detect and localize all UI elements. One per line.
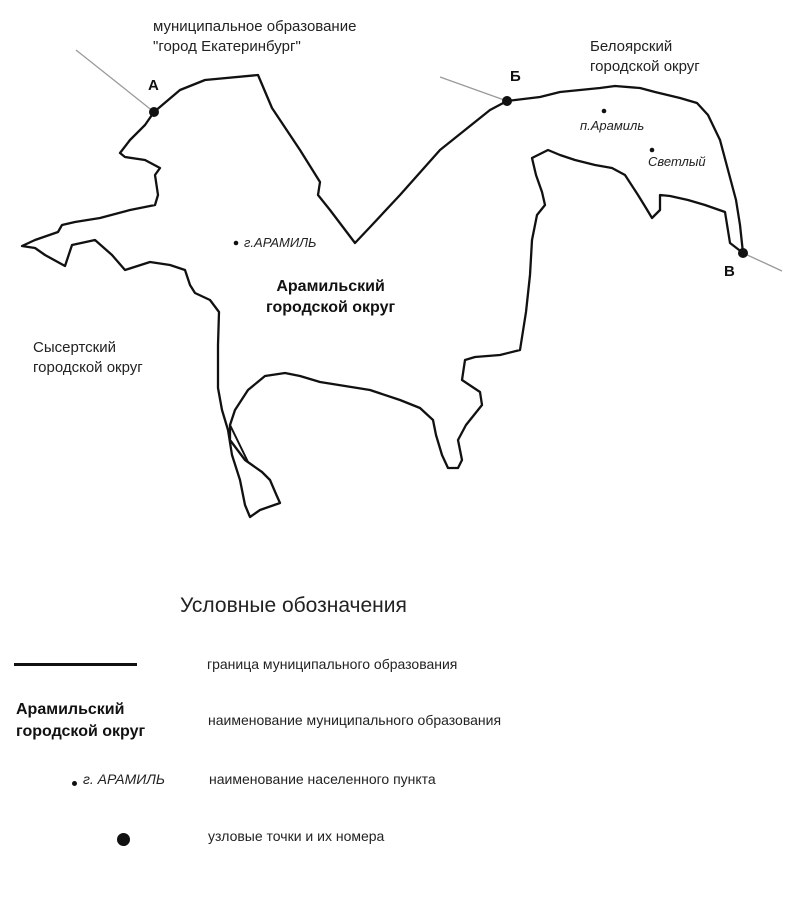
legend-title: Условные обозначения: [180, 594, 407, 617]
legend-town-desc: наименование населенного пункта: [209, 771, 436, 787]
node-v-label: В: [724, 263, 735, 280]
neighbor-label-sysert: Сысертский городской округ: [33, 339, 143, 376]
district-label-aramil: Арамильский городской округ: [266, 278, 396, 316]
town-label-svetly: Светлый: [648, 154, 706, 169]
extension-line-v: [743, 253, 782, 271]
legend-boundary-desc: граница муниципального образования: [207, 656, 458, 672]
node-a-marker[interactable]: [149, 107, 159, 117]
extension-line-b: [440, 77, 507, 101]
extension-line-a: [76, 50, 154, 112]
town-label-aramil-settlement: п.Арамиль: [580, 118, 645, 133]
legend-name-sample: Арамильский городской округ: [16, 701, 146, 740]
node-b-marker[interactable]: [502, 96, 512, 106]
node-v-marker[interactable]: [738, 248, 748, 258]
legend-boundary-sample: [14, 663, 137, 666]
town-dot-aramil-city: [234, 241, 239, 246]
town-dot-aramil-settlement: [602, 109, 607, 114]
neighbor-label-beloyarsky: Белоярский городской округ: [590, 38, 700, 75]
legend-town-dot-icon: [72, 781, 77, 786]
legend-town-sample: [72, 771, 165, 787]
town-dot-svetly: [650, 148, 655, 153]
legend-node-desc: узловые точки и их номера: [208, 828, 385, 844]
node-b-label: Б: [510, 68, 521, 85]
node-a-label: А: [148, 77, 159, 94]
legend-town-sample-text: г. АРАМИЛЬ: [83, 771, 165, 787]
legend-node-sample-icon: [117, 833, 130, 846]
neighbor-label-ekaterinburg: муниципальное образование "город Екатеринбург": [153, 18, 357, 55]
legend-name-desc: наименование муниципального образования: [208, 712, 502, 728]
town-label-aramil-city: г.АРАМИЛЬ: [244, 235, 317, 250]
